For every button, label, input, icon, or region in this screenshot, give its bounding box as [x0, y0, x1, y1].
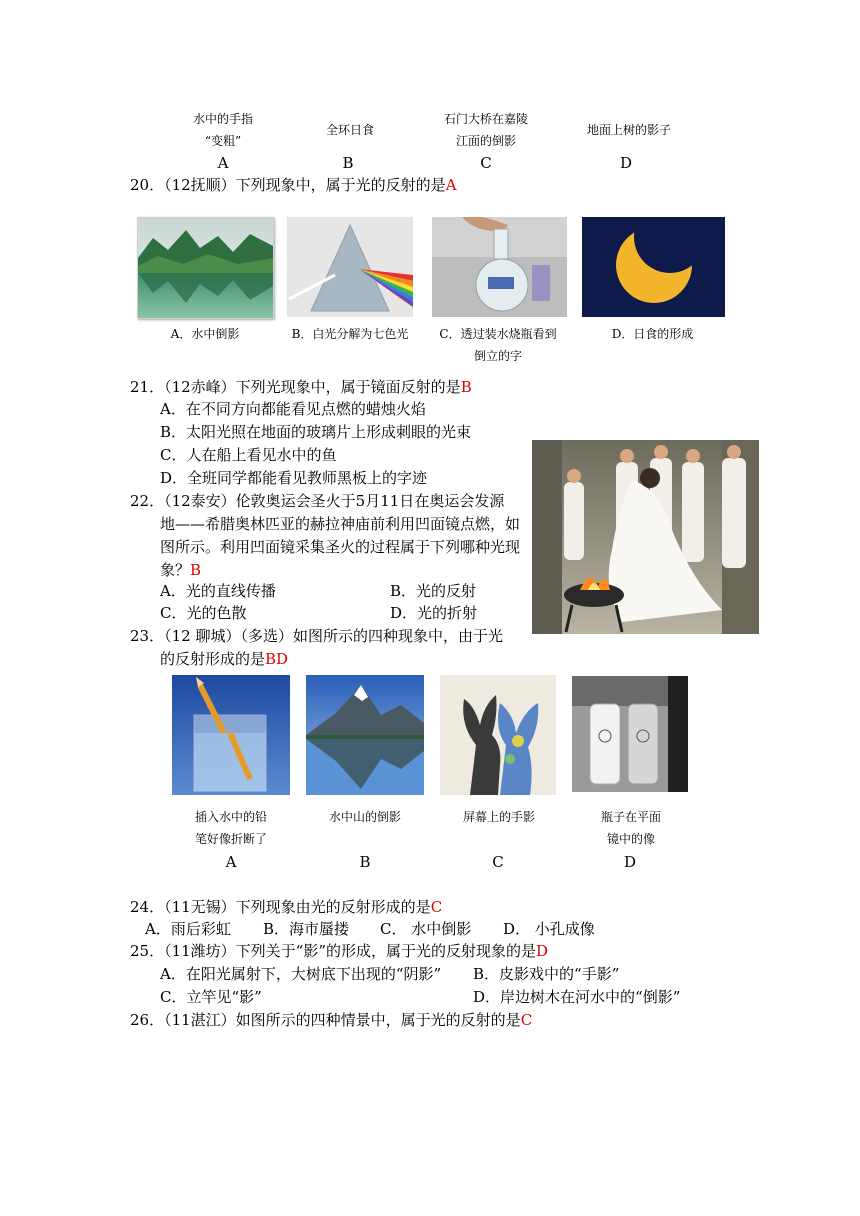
q22-option-d: D．光的折射: [390, 604, 478, 622]
q20-image-a-reflection: [137, 217, 274, 319]
q23-caption-c: 屏幕上的手影: [462, 810, 535, 824]
q24-option-c: C． 水中倒影: [380, 920, 472, 938]
q20-caption-a: A．水中倒影: [170, 327, 240, 341]
q23-question-line1: 23．（12 聊城）（多选）如图所示的四种现象中，由于光: [130, 627, 503, 645]
q25-option-b: B．皮影戏中的“手影”: [473, 965, 620, 983]
q22-question-line4: 象？B: [160, 561, 202, 579]
q24-answer: C: [430, 898, 443, 916]
q24-option-a: A．雨后彩虹: [145, 920, 231, 938]
q20-answer: A: [445, 176, 457, 194]
q24-question: 24．（11无锡）下列现象由光的反射形成的是C: [130, 898, 443, 916]
q22-option-a: A．光的直线传播: [160, 582, 276, 600]
q23-letter-a: A: [225, 853, 237, 871]
q20-caption-b: B．白光分解为七色光: [291, 327, 409, 341]
q23-image-a-pencil: [172, 675, 290, 795]
q20-question: 20．（12抚顺）下列现象中，属于光的反射的是A: [130, 176, 457, 194]
q20-caption-c: C．透过装水烧瓶看到 倒立的字: [439, 327, 557, 363]
q23-answer: BD: [265, 650, 289, 668]
q20-image-d-eclipse: [582, 217, 725, 317]
q19-letter-d: D: [619, 154, 633, 172]
q19-letter-a: A: [217, 154, 229, 172]
q23-letter-d: D: [623, 853, 637, 871]
q21-option-d: D．全班同学都能看见教师黑板上的字迹: [160, 469, 428, 487]
q26-question: 26．（11湛江）如图所示的四种情景中，属于光的反射的是C: [130, 1011, 533, 1029]
q21-question: 21．（12赤峰）下列光现象中，属于镜面反射的是B: [130, 378, 472, 396]
q22-question-line2: 地——希腊奥林匹亚的赫拉神庙前利用凹面镜点燃，如: [160, 515, 521, 533]
q23-letter-b: B: [359, 853, 371, 871]
q23-image-d-vase-mirror: [572, 676, 688, 792]
q23-image-b-mountain: [306, 675, 424, 795]
q25-option-a: A．在阳光属射下，大树底下出现的“阴影”: [160, 965, 442, 983]
q26-answer: C: [520, 1011, 533, 1029]
q23-caption-a: 插入水中的铅 笔好像折断了: [194, 810, 267, 846]
q21-answer: B: [460, 378, 472, 396]
q24-option-d: D． 小孔成像: [503, 920, 595, 938]
q22-question-line3: 图所示。利用凹面镜采集圣火的过程属于下列哪种光现: [160, 538, 521, 556]
q22-option-b: B．光的反射: [390, 582, 477, 600]
q21-option-c: C．人在船上看见水中的鱼: [160, 446, 337, 464]
q19-caption-b: 全环日食: [325, 123, 374, 137]
q23-caption-d: 瓶子在平面 镜中的像: [600, 810, 661, 846]
q23-image-c-hand-shadow: [440, 675, 556, 795]
q25-question: 25．（11潍坊）下列关于“影”的形成，属于光的反射现象的是D: [130, 942, 549, 960]
q21-option-a: A．在不同方向都能看见点燃的蜡烛火焰: [160, 400, 426, 418]
q19-letter-b: B: [342, 154, 354, 172]
q23-letter-c: C: [492, 853, 504, 871]
q22-image-olympic-flame: [532, 440, 759, 634]
q22-answer: B: [190, 561, 202, 579]
q25-option-d: D．岸边树木在河水中的“倒影”: [473, 988, 681, 1006]
q24-option-b: B．海市蜃搂: [263, 920, 350, 938]
q20-image-b-prism: [287, 217, 413, 317]
q25-option-c: C．立竿见“影”: [160, 988, 262, 1006]
q19-caption-c: 石门大桥在嘉陵 江面的倒影: [443, 112, 528, 148]
q20-image-c-flask: [432, 217, 567, 317]
q23-question-line2: 的反射形成的是BD: [160, 650, 289, 668]
q20-caption-d: D．日食的形成: [611, 327, 694, 341]
q21-option-b: B．太阳光照在地面的玻璃片上形成刺眼的光束: [160, 423, 472, 441]
q19-caption-d: 地面上树的影子: [586, 123, 671, 137]
q23-caption-b: 水中山的倒影: [328, 810, 401, 824]
q19-letter-c: C: [480, 154, 492, 172]
q25-answer: D: [536, 942, 549, 960]
q22-option-c: C．光的色散: [160, 604, 247, 622]
q22-question-line1: 22．（12泰安）伦敦奥运会圣火于5月11日在奥运会发源: [130, 492, 505, 510]
q19-caption-a: 水中的手指 “变粗”: [192, 112, 253, 148]
